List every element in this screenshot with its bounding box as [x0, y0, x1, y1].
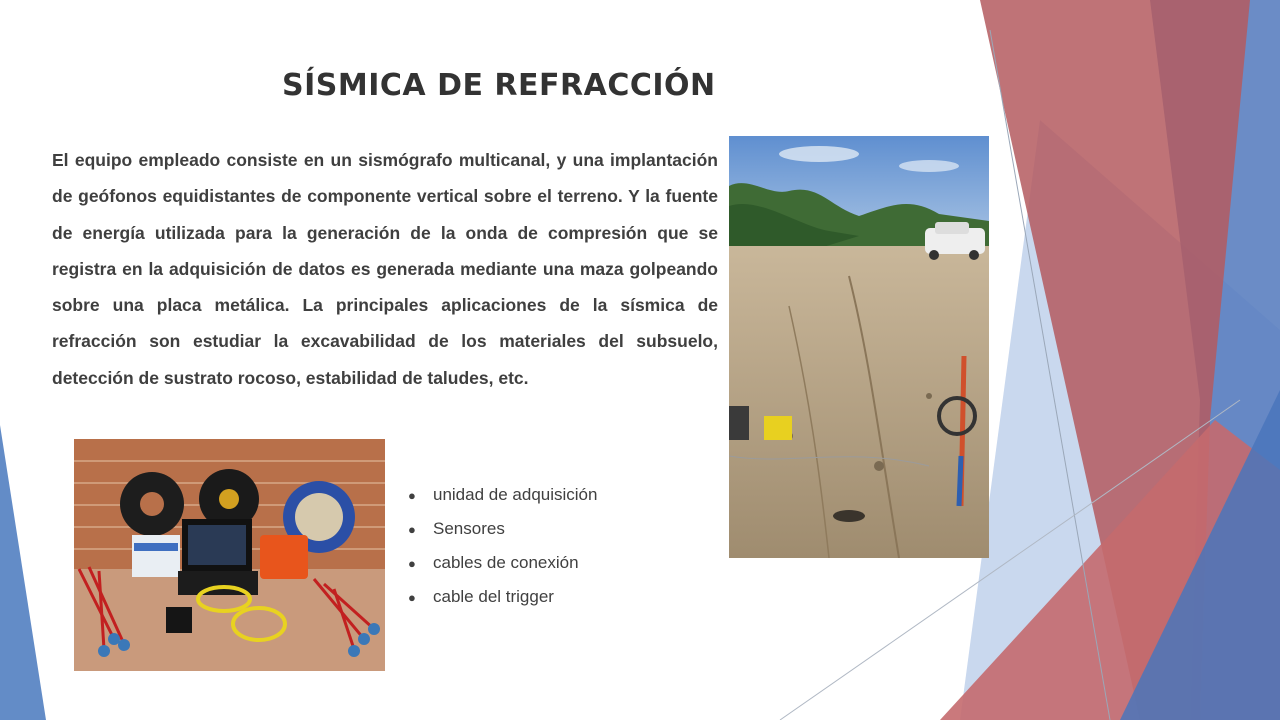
- list-item: [408, 580, 597, 614]
- facet-line: [990, 30, 1110, 720]
- field-survey-photo: [729, 136, 989, 558]
- list-item-label: cables de conexión: [433, 553, 579, 572]
- list-item: [408, 478, 597, 512]
- blue-facet-bottom: [1120, 390, 1280, 720]
- slide-title: SÍSMICA DE REFRACCIÓN: [282, 68, 716, 103]
- list-item-label: Sensores: [433, 519, 505, 538]
- bullet-icon: ●: [408, 556, 416, 571]
- red-facet-main: [980, 0, 1250, 720]
- red-facet-lower: [940, 420, 1280, 720]
- blue-facet-top: [1150, 0, 1280, 720]
- bullet-icon: ●: [408, 522, 416, 537]
- equipment-list: [408, 478, 597, 614]
- bullet-icon: ●: [408, 488, 416, 503]
- list-item: [408, 546, 597, 580]
- description-paragraph: El equipo empleado consiste en un sismógrafo multicanal, y una implantación de geófonos equidistantes de componente vertical sobre el terreno. Y la fuente de energía utilizada para la generación de la onda de compresión que se registra en la adquisición de datos es generada mediante una maza golpeando sobre una placa metálica. La principales aplicaciones de la sísmica de refracción son estudiar la excavabilidad de los materiales del subsuelo, detección de sustrato rocoso, estabilidad de taludes, etc.: [52, 150, 718, 388]
- list-item-label: unidad de adquisición: [433, 485, 598, 504]
- light-blue-facet: [960, 120, 1280, 720]
- bullet-icon: ●: [408, 590, 416, 605]
- left-blue-facet: [0, 425, 46, 720]
- list-item-label: cable del trigger: [433, 587, 554, 606]
- seismic-equipment-photo: [74, 439, 385, 671]
- list-item: [408, 512, 597, 546]
